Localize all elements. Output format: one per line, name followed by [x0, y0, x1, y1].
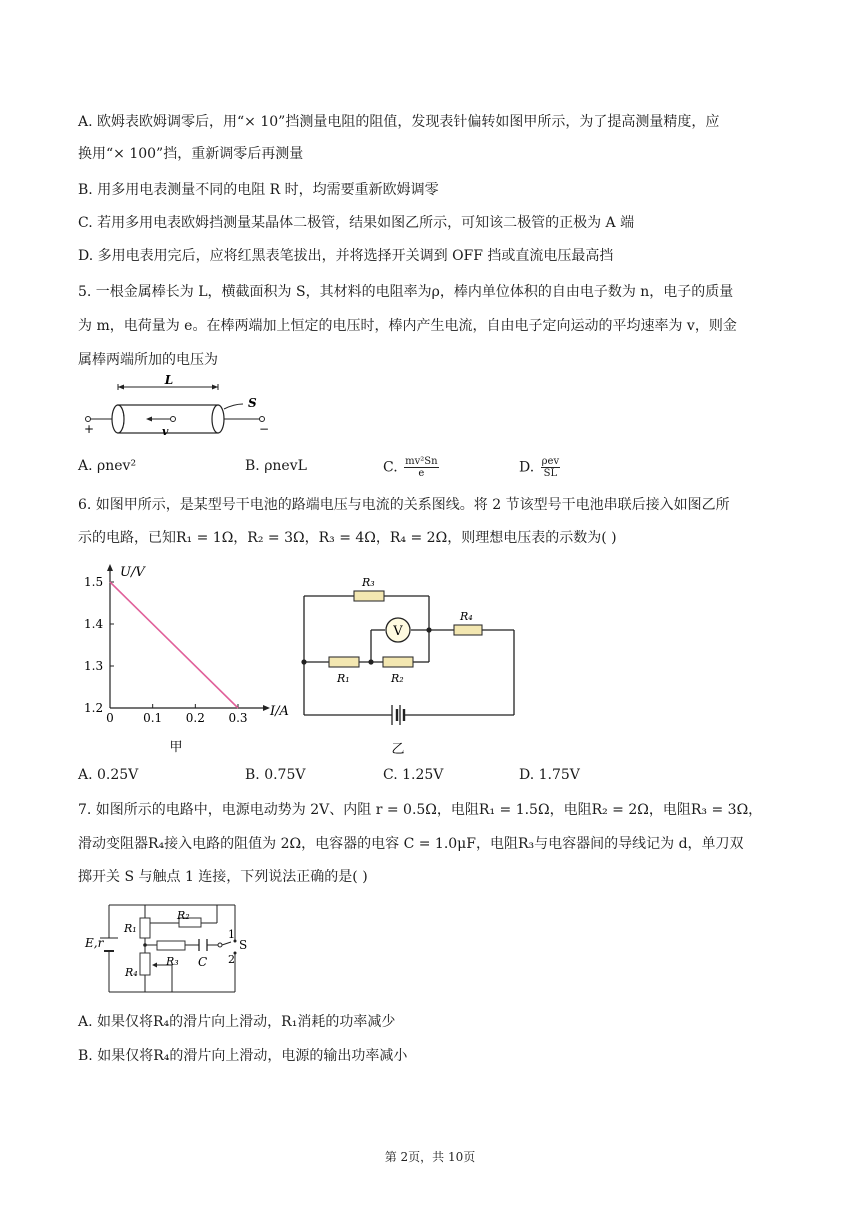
q7-r4-label: R₄: [125, 966, 138, 979]
graph-series-line: [110, 582, 238, 708]
graph-x-tick-label: 0: [106, 711, 114, 725]
rod-velocity-label: v: [162, 425, 169, 438]
q7-source-label: E,r: [85, 936, 104, 950]
q7-stem-line2: 滑动变阻器R₄接入电路的阻值为 2Ω，电容器的电容 C = 1.0μF，电阻R₃与电容器间的导线记为 d，单刀双: [78, 836, 744, 852]
q5-option-c-denominator: e: [418, 468, 425, 479]
voltmeter-symbol: V: [393, 624, 403, 639]
q7-r3-label: R₃: [166, 955, 179, 968]
graph-x-tick-label: 0.1: [143, 711, 163, 725]
q7-r1-label: R₁: [124, 922, 137, 935]
positive-terminal-label: +: [84, 422, 95, 436]
q6-option-d: D. 1.75V: [519, 767, 580, 783]
rod-length-label: L: [164, 374, 174, 387]
q4-option-a-line2: 换用“× 100”挡，重新调零后再测量: [78, 146, 304, 162]
q6-stem-line1: 6. 如图甲所示，是某型号干电池的路端电压与电流的关系图线。将 2 节该型号干电池串联后接入如图乙所: [78, 497, 730, 513]
q7-option-b: B. 如果仅将R₄的滑片向上滑动，电源的输出功率减小: [78, 1048, 408, 1064]
q5-option-b: B. ρnevL: [245, 458, 307, 474]
circuit-r1-label: R₁: [337, 672, 350, 685]
circuit-r2-label: R₂: [391, 672, 404, 685]
graph-y-tick-label: 1.3: [84, 659, 104, 673]
graph-y-axis-arrow: [107, 564, 113, 571]
graph-x-tick-label: 0.2: [185, 711, 205, 725]
circuit-r4-label: R₄: [460, 610, 473, 623]
graph-y-tick-label: 1.5: [84, 575, 104, 589]
graph-caption: 甲: [169, 740, 183, 755]
q5-option-c-prefix: C.: [383, 459, 398, 476]
q6-option-b: B. 0.75V: [245, 767, 306, 783]
q7-contact-1-label: 1: [228, 928, 235, 941]
q4-option-a-line1: A. 欧姆表欧姆调零后，用“× 10”挡测量电阻的阻值，发现表针偏转如图甲所示，为了提高测量精度，应: [78, 114, 720, 130]
q7-stem-line3: 掷开关 S 与触点 1 连接，下列说法正确的是( ): [78, 869, 368, 885]
graph-x-axis-label: I/A: [270, 704, 289, 719]
graph-y-axis-label: U/V: [120, 565, 145, 580]
q5-rod-figure: [78, 374, 278, 444]
q5-option-d: [519, 456, 560, 479]
q5-option-d-numerator: ρev: [541, 456, 560, 467]
q7-contact-2-label: 2: [228, 953, 235, 966]
q4-option-b: B. 用多用电表测量不同的电阻 R 时，均需要重新欧姆调零: [78, 182, 439, 198]
q5-stem-line1: 5. 一根金属棒长为 L，横截面积为 S，其材料的电阻率为ρ，棒内单位体积的自由电子数为 n，电子的质量: [78, 284, 734, 300]
q5-option-d-prefix: D.: [519, 459, 535, 476]
q5-stem-line3: 属棒两端所加的电压为: [78, 352, 218, 368]
rod-area-label: S: [248, 396, 257, 410]
graph-y-tick-label: 1.2: [84, 701, 104, 715]
graph-y-tick-label: 1.4: [84, 617, 104, 631]
graph-x-axis-arrow: [263, 705, 270, 711]
q7-option-a: A. 如果仅将R₄的滑片向上滑动，R₁消耗的功率减少: [78, 1014, 396, 1030]
page-footer: 第 2页，共 10页: [384, 1150, 476, 1164]
circuit-caption: 乙: [391, 742, 405, 757]
voltage-current-graph: [78, 560, 308, 756]
q5-option-a: A. ρnev²: [78, 458, 137, 474]
q7-r2-label: R₂: [177, 909, 190, 922]
circuit-diagram-q7: [82, 896, 257, 1000]
q5-option-c-numerator: mv²Sn: [405, 456, 438, 467]
q6-option-c: C. 1.25V: [383, 767, 444, 783]
q6-option-a: A. 0.25V: [78, 767, 139, 783]
q7-switch-label: S: [239, 938, 248, 952]
q6-stem-line2: 示的电路，已知R₁ = 1Ω，R₂ = 3Ω，R₃ = 4Ω，R₄ = 2Ω，则理想电压表的示数为( ): [78, 530, 617, 546]
q5-stem-line2: 为 m，电荷量为 e。在棒两端加上恒定的电压时，棒内产生电流，自由电子定向运动的平均速率为 v，则金: [78, 318, 737, 334]
q5-option-c: [383, 456, 439, 479]
q4-option-c: C. 若用多用电表欧姆挡测量某晶体二极管，结果如图乙所示，可知该二极管的正极为 A 端: [78, 215, 635, 231]
q7-capacitor-label: C: [198, 955, 208, 969]
q5-option-d-denominator: SL: [543, 468, 558, 479]
graph-x-tick-label: 0.3: [228, 711, 248, 725]
circuit-diagram-b: [296, 566, 526, 762]
q7-stem-line1: 7. 如图所示的电路中，电源电动势为 2V、内阻 r = 0.5Ω，电阻R₁ = 1.5Ω，电阻R₂ = 2Ω，电阻R₃ = 3Ω，: [78, 802, 763, 818]
circuit-r3-label: R₃: [362, 576, 375, 589]
q4-option-d: D. 多用电表用完后，应将红黑表笔拔出，并将选择开关调到 OFF 挡或直流电压最高挡: [78, 248, 614, 264]
negative-terminal-label: −: [259, 422, 270, 436]
